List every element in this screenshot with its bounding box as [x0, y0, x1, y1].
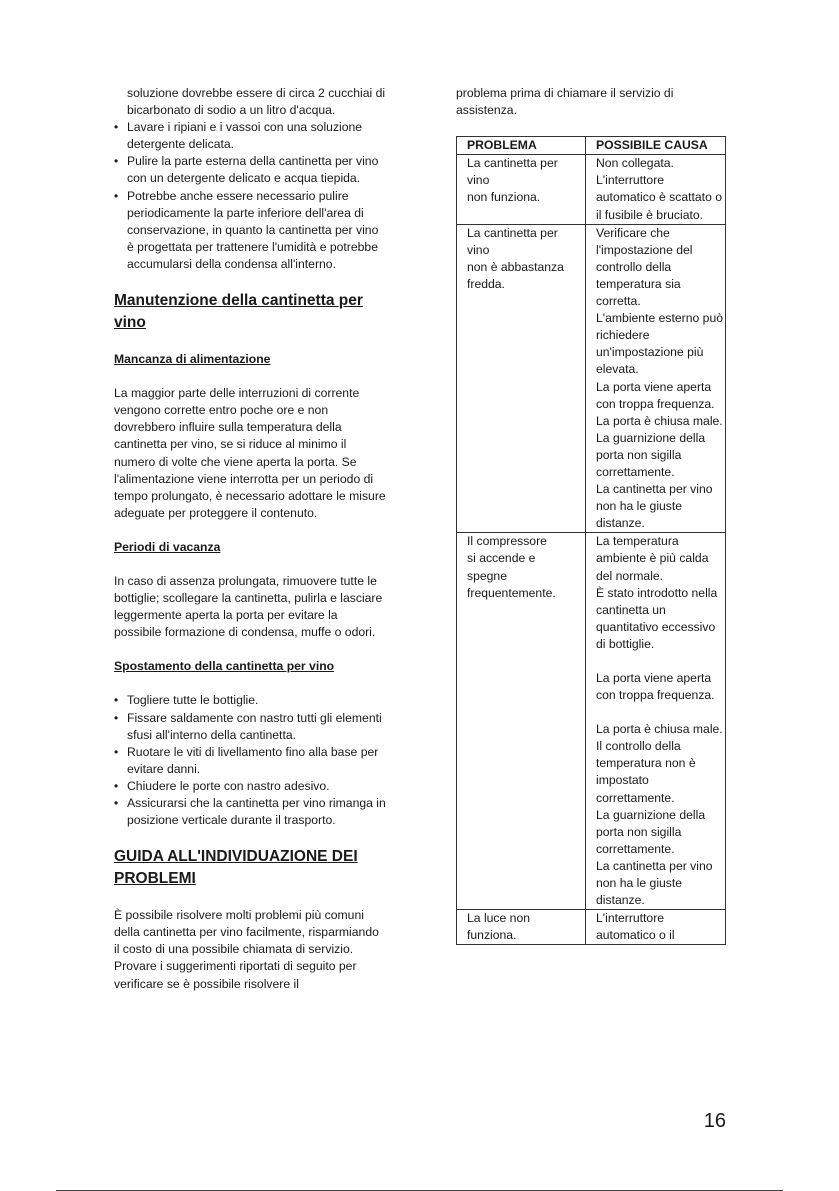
moving-bullet-list [114, 692, 386, 829]
vacation-text: In caso di assenza prolungata, rimuovere tutte le bottiglie; scollegare la cantinetta, pulirla e lasciare leggermente aperta la porta per evitare la possibile formazione di condensa, muffe o odori. [114, 573, 383, 640]
vacation-heading: Periodi di vacanza [114, 539, 221, 554]
cause-item: La porta è chiusa male. [596, 722, 723, 737]
table-header-row [457, 137, 726, 155]
right-column [456, 85, 728, 945]
problem-line: fredda. [467, 276, 505, 291]
cause-spacer [596, 653, 725, 670]
list-item: • Lavare i ripiani e i vassoi con una soluzione detergente delicata. [114, 119, 386, 153]
problem-line: si accende e [467, 551, 536, 566]
cause-item: La guarnizione della porta non sigilla correttamente. [596, 807, 706, 856]
cause-item: La porta viene aperta con troppa frequenza. [596, 671, 715, 703]
cause-item: Verificare che l'impostazione del controllo della temperatura sia corretta. [596, 225, 693, 309]
table-row [457, 155, 726, 224]
cause-item: Non collegata. [596, 156, 674, 171]
intro-continued-text: soluzione dovrebbe essere di circa 2 cucchiai di bicarbonato di sodio a un litro d'acqua. [127, 86, 386, 118]
problem-cell [457, 224, 586, 533]
list-item: • Pulire la parte esterna della cantinetta per vino con un detergente delicato e acqua tiepida. [114, 153, 386, 187]
cause-item: La guarnizione della porta non sigilla correttamente. [596, 430, 706, 479]
cause-item: L'interruttore automatico o il [596, 911, 675, 943]
cause-item: La temperatura ambiente è più calda del normale. [596, 534, 709, 583]
moving-heading: Spostamento della cantinetta per vino [114, 659, 335, 674]
cause-cell [586, 910, 726, 945]
problem-line: La cantinetta per [467, 225, 558, 240]
troubleshooting-heading: GUIDA ALL'INDIVIDUAZIONE DEI PROBLEMI [114, 848, 358, 888]
cause-spacer [596, 704, 725, 721]
problem-cell [457, 910, 586, 945]
cause-item: Il controllo della temperatura non è impostato correttamente. [596, 739, 696, 805]
power-failure-heading: Mancanza di alimentazione [114, 352, 271, 367]
left-column [114, 85, 386, 993]
problem-line: non funziona. [467, 190, 541, 205]
troubleshooting-table [456, 136, 726, 945]
intro-continued-text: problema prima di chiamare il servizio di assistenza. [456, 86, 674, 118]
problem-line: spegne [467, 568, 507, 583]
problem-line: vino [467, 242, 490, 257]
list-item: • Chiudere le porte con nastro adesivo. [114, 778, 386, 795]
problem-line: frequentemente. [467, 585, 556, 600]
power-failure-text: La maggior parte delle interruzioni di corrente vengono corrette entro poche ore e non dovrebbero influire sulla temperatura della cantinetta per vino, se si riduce al minimo il numero di volte che viene aperta la porta. Se l'alimentazione viene interrotta per un periodo di tempo prolungato, è necessario adottare le misure adeguate per proteggere il contenuto. [114, 386, 386, 520]
list-item: • Togliere tutte le bottiglie. [114, 692, 386, 709]
problem-line: La luce non [467, 911, 531, 926]
problem-line: vino [467, 173, 490, 188]
cause-item: L'interruttore automatico è scattato o il fusibile è bruciato. [596, 173, 723, 222]
problem-line: funziona. [467, 928, 517, 943]
cause-item: La porta viene aperta con troppa frequenza. [596, 379, 715, 411]
problem-line: La cantinetta per [467, 156, 558, 171]
problem-line: non è abbastanza [467, 259, 564, 274]
cause-item: La cantinetta per vino non ha le giuste distanze. [596, 482, 713, 531]
header-problem: PROBLEMA [457, 137, 586, 155]
cause-item: La cantinetta per vino non ha le giuste distanze. [596, 858, 713, 908]
cause-item: È stato introdotto nella cantinetta un quantitativo eccessivo di bottiglie. [596, 585, 718, 651]
problem-cell [457, 533, 586, 910]
table-row [457, 910, 726, 945]
cause-cell [586, 533, 726, 910]
troubleshooting-intro-text: È possibile risolvere molti problemi più comuni della cantinetta per vino facilmente, risparmiando il costo di una possibile chiamata di servizio. Provare i suggerimenti riportati di seguito per verificare se è possibile risolvere il [114, 908, 379, 991]
list-item: • Fissare saldamente con nastro tutti gli elementi sfusi all'interno della cantinetta. [114, 710, 386, 744]
cause-item: L'ambiente esterno può richiedere un'impostazione più elevata. [596, 311, 723, 377]
header-possible-cause: POSSIBILE CAUSA [586, 137, 726, 155]
cause-cell [586, 155, 726, 224]
page-number: 16 [703, 1110, 726, 1132]
table-row [457, 224, 726, 533]
cleaning-bullet-list [114, 119, 386, 273]
list-item: • Potrebbe anche essere necessario pulire periodicamente la parte inferiore dell'area di conservazione, in quanto la cantinetta per vino è progettata per trattenere l'umidità e potrebbe accumularsi della condensa all'interno. [114, 188, 386, 273]
maintenance-heading: Manutenzione della cantinetta per vino [114, 292, 363, 332]
problem-line: Il compressore [467, 534, 547, 549]
table-row [457, 533, 726, 910]
cause-item: La porta è chiusa male. [596, 413, 723, 428]
problem-cell [457, 155, 586, 224]
cause-cell [586, 224, 726, 533]
list-item: • Ruotare le viti di livellamento fino alla base per evitare danni. [114, 744, 386, 778]
list-item: • Assicurarsi che la cantinetta per vino rimanga in posizione verticale durante il trasporto. [114, 795, 386, 829]
